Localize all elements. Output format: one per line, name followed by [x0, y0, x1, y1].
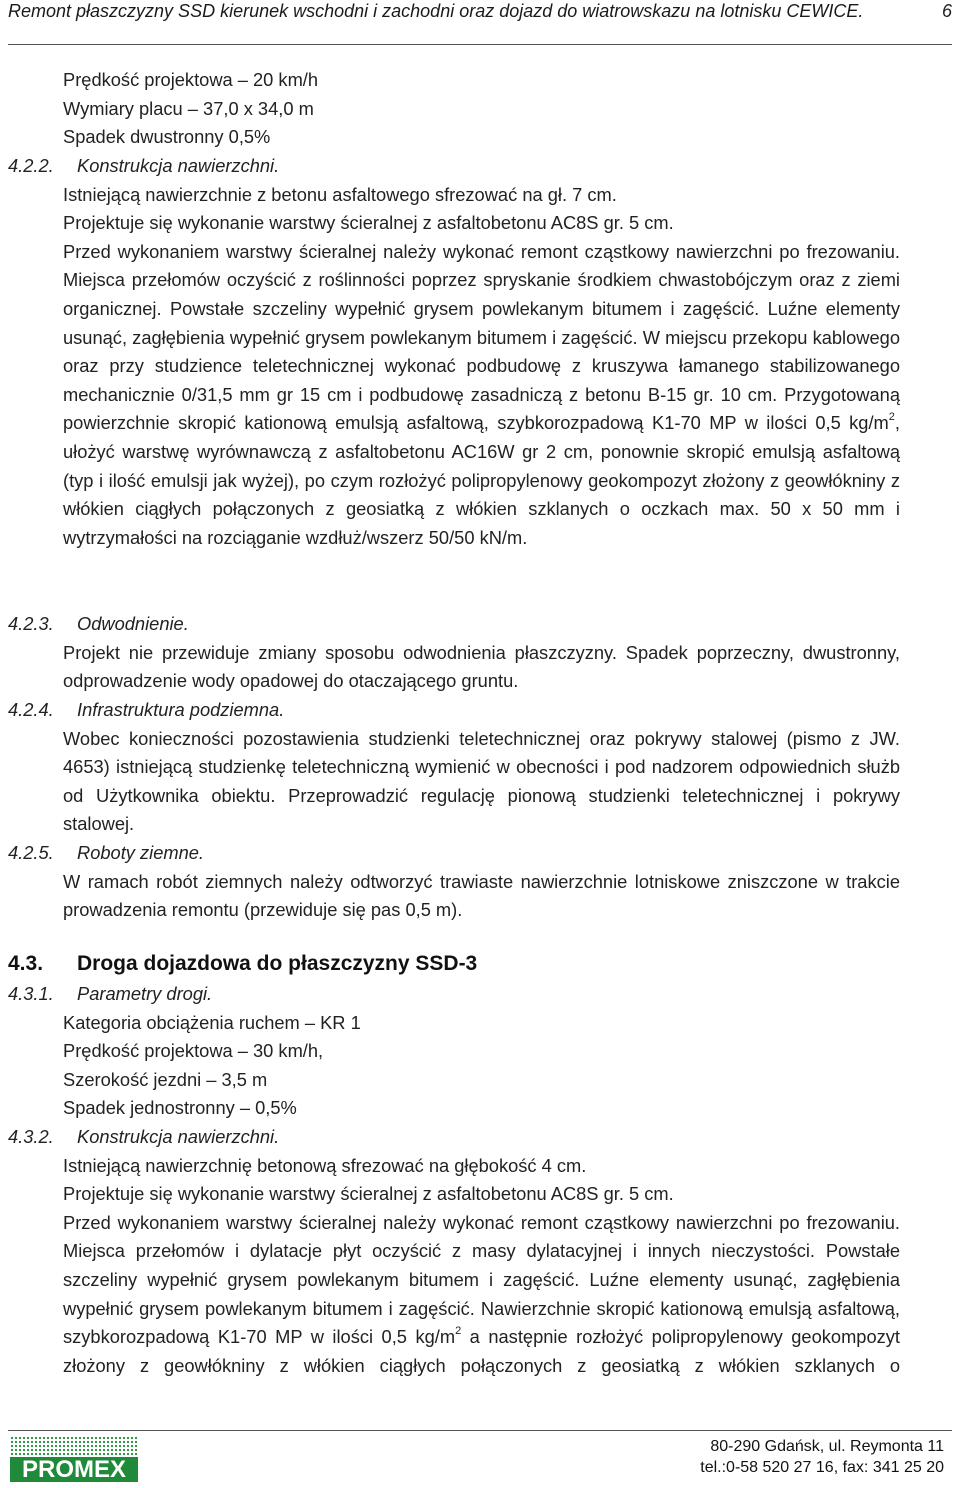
section-title: Konstrukcja nawierzchni. [77, 1126, 280, 1147]
section-heading [8, 839, 900, 868]
section-number: 4.2.3. [8, 613, 54, 634]
logo-dot-pattern [10, 1436, 138, 1456]
paragraph: Projekt nie przewiduje zmiany sposobu odwodnienia płaszczyzny. Spadek poprzeczny, dwustronny, odprowadzenie wody opadowej do otaczającego gruntu. [63, 641, 900, 692]
section-heading [8, 152, 900, 181]
section-heading [8, 980, 900, 1009]
paragraph-text: Przed wykonaniem warstwy ścieralnej należy wykonać remont cząstkowy nawierzchni po frezowaniu. Miejsca przełomów i dylatacje płyt oczyścić z masy dylatacyjnej i innych nieczystości. Powstałe szczeliny wypełnić grysem powlekanym bitumem i zagęścić. Luźne elementy usunąć, zagłębienia wypełnić grysem powlekanym bitumem i zagęścić. Nawierzchnie skropić kationową emulsją asfaltową, szybkorozpadową K1-70 MP w ilości 0,5 kg/m [63, 1211, 900, 1348]
section-4-2-2 [8, 152, 900, 552]
section-4-3-2 [8, 1123, 900, 1380]
section-4-3-heading [8, 950, 477, 978]
paragraph: Istniejącą nawierzchnie z betonu asfaltowego sfrezować na gł. 7 cm. [63, 183, 617, 205]
section-4-3-1 [8, 980, 900, 1123]
design-speed-line: Prędkość projektowa – 20 km/h [63, 69, 319, 90]
header-divider [8, 44, 952, 45]
road-width-line: Szerokość jezdni – 3,5 m [63, 1068, 268, 1090]
section-number: 4.2.2. [8, 155, 54, 176]
paragraph: Istniejącą nawierzchnię betonową sfrezować na głębokość 4 cm. [63, 1154, 587, 1176]
section-4-2-4 [8, 696, 900, 839]
phone-line: tel.:0-58 520 27 16, fax: 341 25 20 [700, 1459, 944, 1476]
paragraph [8, 1209, 900, 1381]
section-heading [8, 1123, 900, 1152]
address-line: 80-290 Gdańsk, ul. Reymonta 11 [710, 1438, 944, 1455]
company-address [700, 1436, 944, 1478]
section-number: 4.2.5. [8, 842, 54, 863]
paragraph: Wobec konieczności pozostawienia studzienki teletechnicznej oraz pokrywy stalowej (pismo z JW. 4653) istniejącą studzienkę teletechniczną wymienić w obecności i pod nadzorem odpowiednich służb od Użytkownika obiektu. Przeprowadzić regulację pionową studzienki teletechnicznej i pokrywy stalowej. [63, 727, 900, 835]
paragraph-text: Przed wykonaniem warstwy ścieralnej należy wykonać remont cząstkowy nawierzchni po frezowaniu. Miejsca przełomów oczyścić z roślinności poprzez spryskanie środkiem chwastobójczym oraz z ziemi organicznej. Powstałe szczeliny wypełnić grysem powlekanym bitumem i zagęścić. Luźne elementy usunąć, zagłębienia wypełnić grysem powlekanym bitumem i zagęścić. W miejscu przekopu kablowego oraz przy studzience teletechnicznej wykonać podbudowę z kruszywa łamanego stabilizowanego mechanicznie 0/31,5 mm gr 15 cm i podbudowę zasadniczą z betonu B-15 gr. 10 cm. Przygotowaną powierzchnie skropić kationową emulsją asfaltową, szybkorozpadową K1-70 MP w ilości 0,5 kg/m [63, 240, 900, 434]
superscript: 2 [888, 411, 895, 424]
slope-line: Spadek jednostronny – 0,5% [63, 1097, 297, 1119]
section-number: 4.3. [8, 952, 44, 975]
design-parameters-block [8, 66, 900, 152]
paragraph: W ramach robót ziemnych należy odtworzyć trawiaste nawierzchnie lotniskowe zniszczone w trakcie prowadzenia remontu (przewiduje się pas 0,5 m). [63, 870, 900, 921]
design-speed-line: Prędkość projektowa – 30 km/h, [63, 1040, 324, 1062]
paragraph-text: a następnie rozłożyć polipropylenowy geokompozyt złożony z geowłókniny z włókien ciągłych połączonych z geosiatką z włókien szklanych o [63, 1326, 901, 1376]
paragraph-text: , ułożyć warstwę wyrównawczą z asfaltobetonu AC16W gr 2 cm, ponownie skropić emulsją asfaltową (typ i ilość emulsji jak wyżej), po czym rozłożyć polipropylenowy geokompozyt złożony z geowłókniny z włókien ciągłych połączonych z geosiatką z włókien szklanych o oczkach max. 50 x 50 mm i wytrzymałości na rozciąganie wzdłuż/wszerz 50/50 kN/m. [63, 412, 900, 548]
section-title: Odwodnienie. [77, 613, 189, 634]
section-title: Infrastruktura podziemna. [77, 699, 285, 720]
paragraph: Projektuje się wykonanie warstwy ścieralnej z asfaltobetonu AC8S gr. 5 cm. [63, 212, 674, 234]
header-title: Remont płaszczyzny SSD kierunek wschodni i zachodni oraz dojazd do wiatrowskazu na lotnisku CEWICE. [8, 1, 864, 21]
footer-divider [8, 1430, 952, 1431]
section-4-2-5 [8, 839, 900, 925]
logo-text: PROMEX [21, 1456, 127, 1482]
section-heading [8, 610, 900, 639]
section-title: Parametry drogi. [77, 983, 213, 1004]
section-heading [8, 696, 900, 725]
superscript: 2 [455, 1325, 462, 1338]
load-category-line: Kategoria obciążenia ruchem – KR 1 [63, 1011, 361, 1033]
section-number: 4.3.1. [8, 983, 54, 1004]
paragraph [8, 238, 900, 553]
slope-line: Spadek dwustronny 0,5% [63, 126, 271, 148]
dimensions-line: Wymiary placu – 37,0 x 34,0 m [63, 97, 314, 119]
section-4-2-3 [8, 610, 900, 696]
page-number: 6 [941, 1, 952, 21]
section-number: 4.2.4. [8, 699, 54, 720]
section-number: 4.3.2. [8, 1126, 54, 1147]
section-title: Konstrukcja nawierzchni. [77, 155, 280, 176]
promex-logo [10, 1436, 138, 1482]
paragraph: Projektuje się wykonanie warstwy ścieralnej z asfaltobetonu AC8S gr. 5 cm. [63, 1183, 674, 1205]
section-title: Droga dojazdowa do płaszczyzny SSD-3 [77, 952, 478, 975]
section-title: Roboty ziemne. [77, 842, 205, 863]
